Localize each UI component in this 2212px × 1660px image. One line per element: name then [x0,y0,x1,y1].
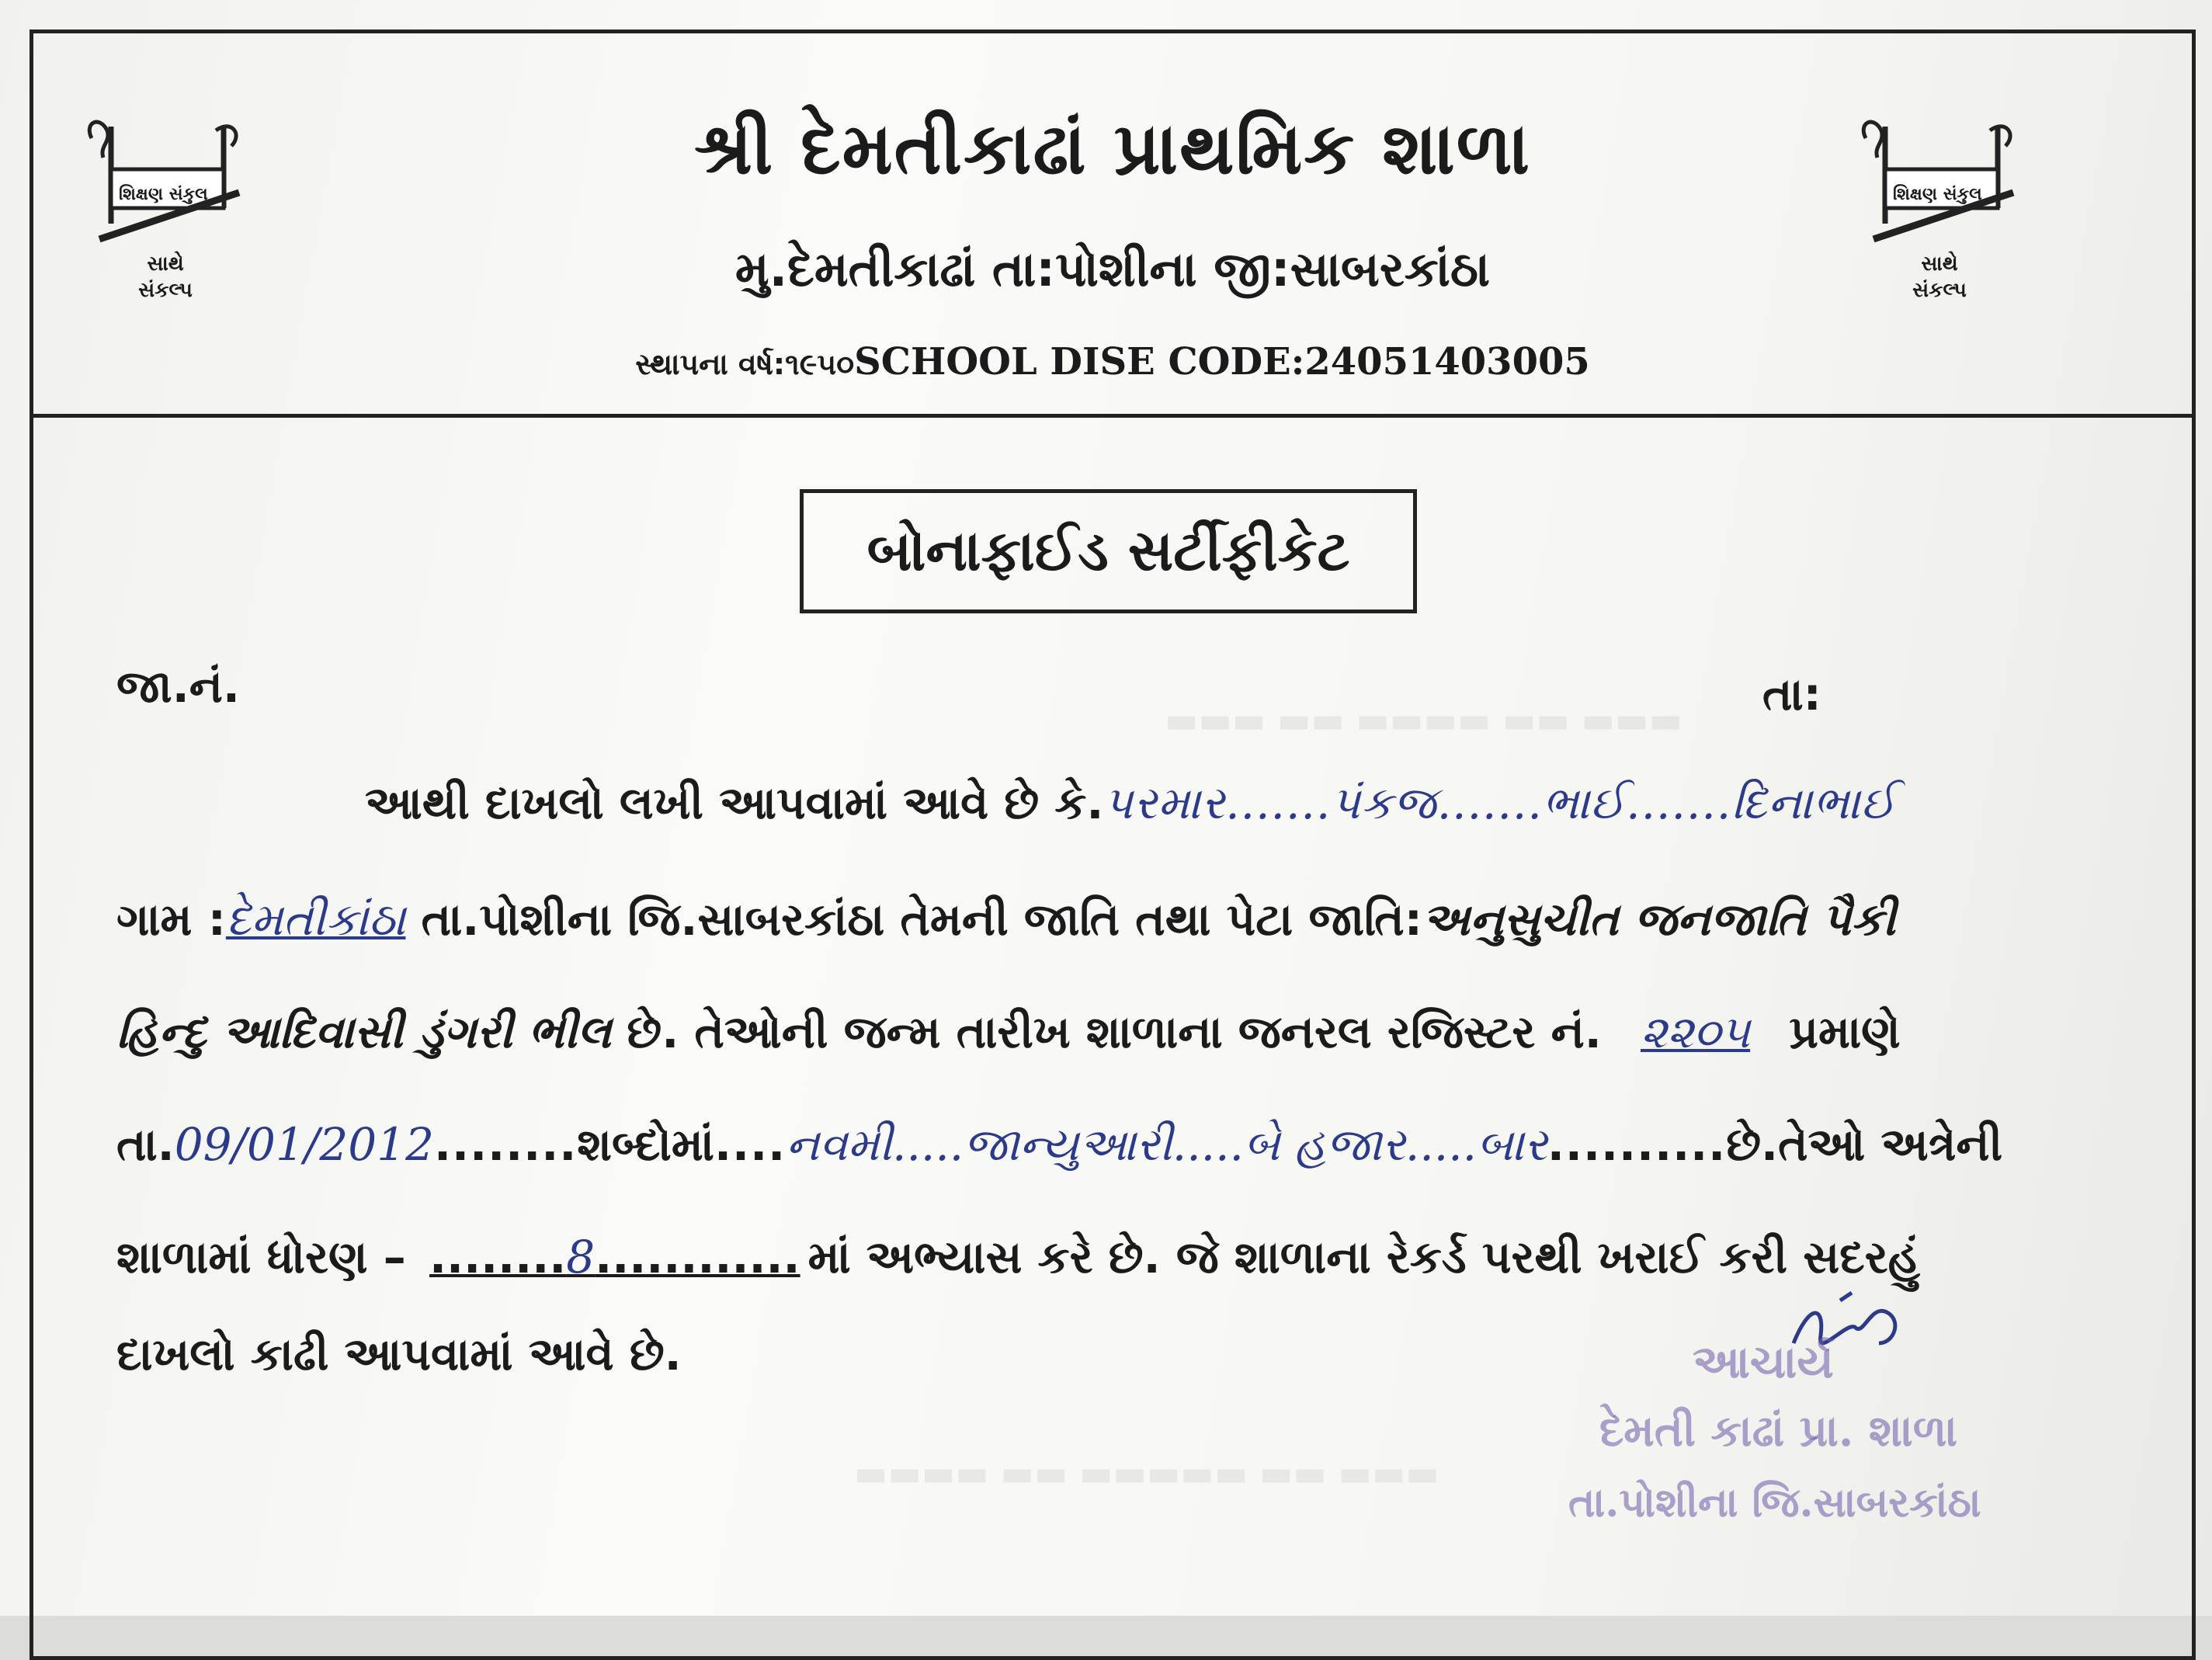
certificate-line-4: તા.09/01/2012........શબ્દોમાં....નવમી.....જાન્યુઆરી.....બે હજાર.....બાર..........છે.તેઓ અત્રેની [116,1118,2003,1171]
stamp-place: તા.પોશીના જિ.સાબરકાંઠા [1568,1479,1981,1526]
show-through-text: ▬▬▬▬ ▬▬ ▬▬▬▬▬ ▬▬ ▬▬▬ [854,1452,1439,1494]
logo-caption: સાથે સંકલ્પ [1912,252,1967,302]
outward-no-label: જા.નં. [116,660,240,713]
school-logo-right [1850,115,2029,348]
date-of-birth-words: નવમી.....જાન્યુઆરી.....બે હજાર.....બાર [786,1118,1547,1171]
show-through-text: ▬▬▬ ▬▬ ▬▬▬▬ ▬▬ ▬▬▬ [1165,699,1682,741]
standard: 8 [566,1231,596,1283]
logo-title: શિક્ષણ સંકુલ [1893,185,1982,204]
date-of-birth: 09/01/2012 [174,1118,434,1171]
logo-title: શિક્ષણ સંકુલ [119,185,208,204]
certificate-title: બોનાફાઈડ સર્ટીફીકેટ [800,489,1417,613]
caste-text: અનુસુચીત જનજાતિ પૈકી [1422,893,1896,946]
certificate-line-5: શાળામાં ધોરણ – ........8............ માં અભ્યાસ કરે છે. જે શાળાના રેકર્ડ પરથી ખરાઈ કરી સદરહું [116,1231,1920,1283]
standard-field: ........8............ [429,1231,800,1283]
certificate-line-1: આથી દાખલો લખી આપવામાં આવે છે કે.પરમાર.......પંકજ.......ભાઈ.......દિનાભાઈ [365,776,1897,829]
certificate-line-3: હિન્દુ આદિવાસી ડુંગરી ભીલ છે. તેઓની જન્મ તારીખ શાળાના જનરલ રજિસ્ટર નં. ૨૨૦૫ પ્રમાણે [116,1005,1901,1058]
student-name: પરમાર.......પંકજ.......ભાઈ.......દિનાભાઈ [1103,776,1897,829]
village-name: દેમતીકાંઠા [225,893,406,946]
stamp-school: દેમતી કાઢાં પ્રા. શાળા [1599,1405,1958,1457]
stamp-role: આચાર્ય [1693,1335,1834,1388]
date-label: તા: [1762,668,1821,721]
emblem-icon [1850,115,2029,247]
certificate-line-6: દાખલો કાઢી આપવામાં આવે છે. [116,1328,682,1380]
dise-code: SCHOOL DISE CODE:24051403005 [854,340,1590,384]
letterhead [30,30,2196,418]
certificate-line-2: ગામ :દેમતીકાંઠા તા.પોશીના જિ.સાબરકાંઠા તેમની જાતિ તથા પેટા જાતિ:અનુસુચીત જનજાતિ પૈકી [116,893,1896,946]
register-number: ૨૨૦૫ [1641,1005,1751,1058]
caste-text-continued: હિન્દુ આદિવાસી ડુંગરી ભીલ [116,1005,612,1058]
logo-caption: સાથે સંકલ્પ [138,252,193,302]
establishment-year: સ્થાપના વર્ષ:૧૯૫૦ [635,347,855,381]
school-address: મુ.દેમતીકાઢાં તા:પોશીના જી:સાબરકાંઠા [734,241,1491,297]
school-name: શ્રી દેમતીકાઢાં પ્રાથમિક શાળા [693,107,1532,190]
